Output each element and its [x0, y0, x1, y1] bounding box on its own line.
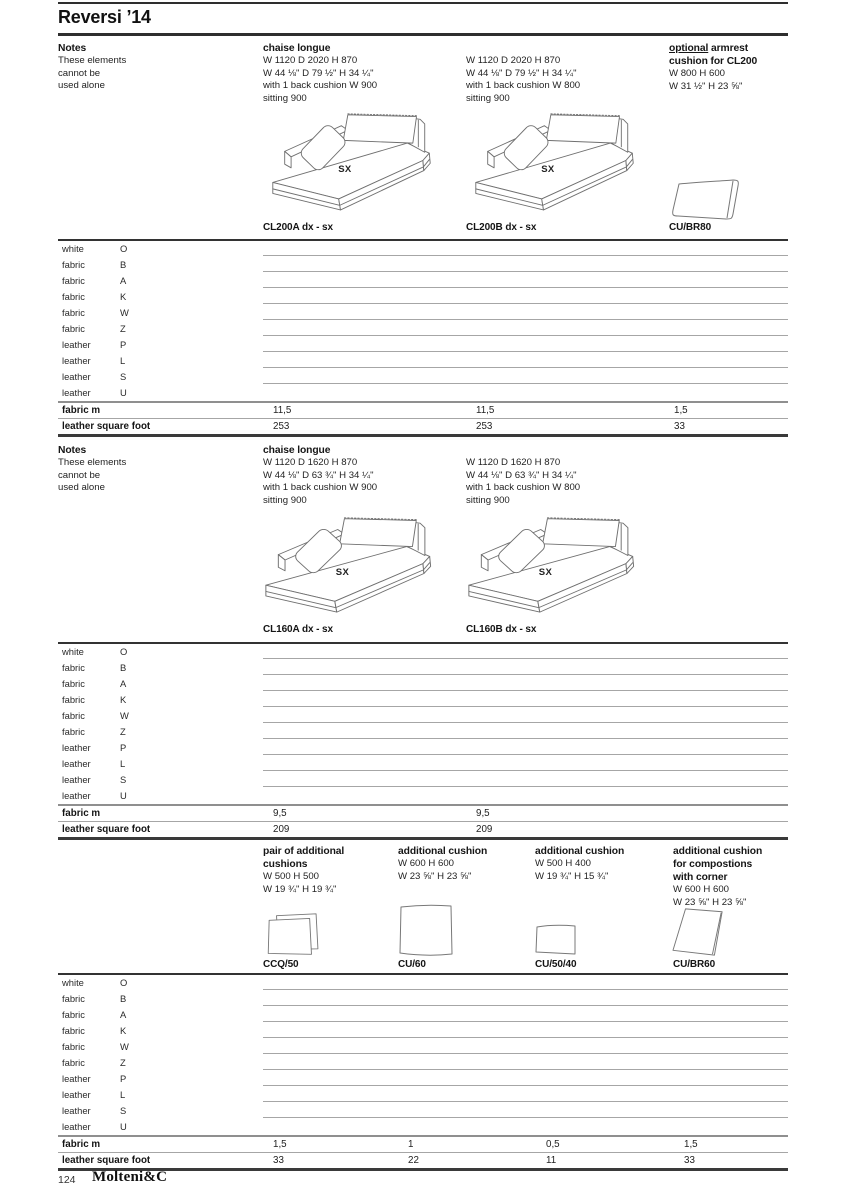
cushion-drawing	[533, 921, 579, 957]
finish-table-section-1	[58, 239, 788, 437]
product-spec: sitting 900	[263, 92, 307, 104]
row-label: leather square foot	[62, 1155, 151, 1166]
notes-title: Notes	[58, 445, 87, 456]
product-header-cu60	[398, 845, 548, 883]
finish-row	[58, 724, 788, 740]
finish-letter: W	[120, 1041, 129, 1052]
chaise-longue-drawing-cl200a	[263, 112, 451, 220]
finish-row	[58, 369, 788, 385]
product-title	[466, 444, 616, 457]
product-title: chaise longue	[263, 445, 331, 456]
finish-letter: K	[120, 1025, 127, 1036]
fabric-m-row	[58, 806, 788, 821]
material-label: fabric	[62, 259, 85, 270]
material-label: leather	[62, 1121, 91, 1132]
row-label: fabric m	[62, 1139, 101, 1150]
price-line	[263, 383, 788, 384]
finish-row	[58, 321, 788, 337]
finish-row	[58, 385, 788, 401]
page-number: 124	[58, 1174, 76, 1186]
finish-letter: K	[120, 694, 127, 705]
product-header-cl200a	[263, 42, 413, 105]
product-code: CCQ/50	[263, 959, 299, 970]
finish-letter: A	[120, 275, 127, 286]
row-label: fabric m	[62, 808, 101, 819]
price-line	[263, 1069, 788, 1070]
finish-letter: B	[120, 662, 127, 673]
material-label: white	[62, 977, 84, 988]
leather-sqft-value: 11	[546, 1155, 557, 1166]
price-line	[263, 722, 788, 723]
price-line	[263, 1117, 788, 1118]
product-title: for compostions	[673, 859, 753, 870]
material-label: fabric	[62, 291, 85, 302]
leather-sqft-value: 33	[273, 1155, 284, 1166]
price-line	[263, 335, 788, 336]
finish-row	[58, 305, 788, 321]
sx-label: SX	[538, 566, 553, 578]
material-label: fabric	[62, 1041, 85, 1052]
product-spec: sitting 900	[466, 494, 510, 506]
product-spec: sitting 900	[263, 494, 307, 506]
finish-row	[58, 1039, 788, 1055]
finish-row	[58, 756, 788, 772]
product-spec: with 1 back cushion W 800	[466, 80, 581, 92]
product-code: CU/BR80	[669, 222, 712, 233]
product-spec: W 19 ¾" H 15 ¾"	[535, 870, 609, 882]
finish-letter: U	[120, 1121, 127, 1132]
finish-letter: L	[120, 758, 126, 769]
price-line	[263, 1021, 788, 1022]
price-line	[263, 738, 788, 739]
finish-table-section-2	[58, 642, 788, 840]
notes-line: used alone	[58, 482, 105, 494]
product-spec: W 600 H 600	[398, 858, 454, 869]
finish-letter: A	[120, 678, 127, 689]
finish-letter: A	[120, 1009, 127, 1020]
leather-sqft-value: 253	[273, 421, 290, 432]
product-header-cl160b	[466, 444, 616, 507]
material-label: fabric	[62, 726, 85, 737]
finish-rows	[58, 644, 788, 804]
price-line	[263, 706, 788, 707]
product-spec: W 31 ½" H 23 ⅝"	[669, 80, 743, 92]
material-label: fabric	[62, 1009, 85, 1020]
material-label: fabric	[62, 694, 85, 705]
leather-sqft-value: 33	[674, 421, 685, 432]
price-line	[263, 754, 788, 755]
cushion-drawing-cu5040	[533, 921, 579, 957]
page-title: Reversi ’14	[58, 7, 151, 27]
finish-letter: K	[120, 291, 127, 302]
table-bottom-rule	[58, 1168, 788, 1171]
finish-letter: S	[120, 371, 127, 382]
finish-letter: B	[120, 259, 127, 270]
fabric-m-value: 9,5	[476, 808, 490, 819]
product-spec: W 44 ⅛" D 79 ½" H 34 ¼"	[466, 67, 577, 79]
product-code: CU/BR60	[673, 959, 716, 970]
notes-block	[58, 444, 208, 495]
finish-rows	[58, 241, 788, 401]
finish-letter: U	[120, 387, 127, 398]
material-label: leather	[62, 1105, 91, 1116]
finish-row	[58, 1007, 788, 1023]
product-spec: W 500 H 400	[535, 858, 591, 869]
finish-letter: U	[120, 790, 127, 801]
leather-sqft-value: 33	[684, 1155, 695, 1166]
top-rule	[58, 2, 788, 4]
fabric-m-value: 0,5	[546, 1139, 560, 1150]
product-spec: W 44 ⅛" D 63 ¾" H 34 ¼"	[263, 469, 374, 481]
finish-letter: B	[120, 993, 127, 1004]
product-spec: W 23 ⅝" H 23 ⅝"	[673, 896, 747, 908]
chaise-drawing	[466, 112, 654, 220]
material-label: fabric	[62, 1025, 85, 1036]
row-label: leather square foot	[62, 421, 151, 432]
material-label: leather	[62, 355, 91, 366]
material-label: leather	[62, 339, 91, 350]
material-label: fabric	[62, 993, 85, 1004]
material-label: white	[62, 646, 84, 657]
finish-rows	[58, 975, 788, 1135]
material-label: fabric	[62, 275, 85, 286]
cushion-drawing	[669, 178, 745, 222]
sx-label: SX	[338, 163, 352, 175]
product-spec: with 1 back cushion W 900	[263, 482, 378, 494]
finish-letter: W	[120, 307, 129, 318]
material-label: fabric	[62, 662, 85, 673]
finish-row	[58, 740, 788, 756]
notes-line: used alone	[58, 80, 105, 92]
table-bottom-rule	[58, 434, 788, 437]
chaise-longue-drawing-cl160b	[466, 516, 648, 622]
product-spec: W 19 ¾" H 19 ¾"	[263, 883, 337, 895]
finish-row	[58, 1119, 788, 1135]
finish-row	[58, 257, 788, 273]
product-title: additional cushion	[398, 846, 488, 857]
material-label: leather	[62, 774, 91, 785]
price-line	[263, 1101, 788, 1102]
fabric-m-value: 11,5	[273, 405, 292, 416]
finish-row	[58, 1087, 788, 1103]
chaise-longue-drawing-cl200b	[466, 112, 654, 220]
price-line	[263, 658, 788, 659]
sx-label: SX	[335, 566, 350, 578]
product-code: CL200A dx - sx	[263, 222, 333, 233]
material-label: fabric	[62, 307, 85, 318]
cushion-drawing-cubr60	[671, 906, 727, 958]
notes-line: cannot be	[58, 469, 101, 481]
price-line	[263, 319, 788, 320]
price-line	[263, 674, 788, 675]
material-label: leather	[62, 1089, 91, 1100]
finish-row	[58, 676, 788, 692]
fabric-m-value: 11,5	[476, 405, 495, 416]
fabric-m-value: 1,5	[684, 1139, 698, 1150]
price-line	[263, 786, 788, 787]
finish-row	[58, 241, 788, 257]
finish-letter: P	[120, 742, 127, 753]
notes-title: Notes	[58, 43, 87, 54]
chaise-drawing	[263, 516, 445, 622]
product-title: cushion for CL200	[669, 56, 758, 67]
chaise-drawing	[466, 516, 648, 622]
cushion-drawing	[671, 906, 727, 958]
fabric-m-value: 1,5	[273, 1139, 287, 1150]
finish-letter: L	[120, 1089, 126, 1100]
row-label: leather square foot	[62, 824, 151, 835]
row-label: fabric m	[62, 405, 101, 416]
fabric-m-value: 1	[408, 1139, 414, 1150]
material-label: fabric	[62, 710, 85, 721]
underlined-word: optional	[669, 43, 709, 54]
finish-letter: P	[120, 339, 127, 350]
product-title: with corner	[673, 872, 728, 883]
finish-letter: P	[120, 1073, 127, 1084]
notes-line: cannot be	[58, 67, 101, 79]
finish-row	[58, 991, 788, 1007]
sx-label: SX	[541, 163, 555, 175]
material-label: leather	[62, 387, 91, 398]
product-code: CL160B dx - sx	[466, 624, 537, 635]
finish-row	[58, 1055, 788, 1071]
product-code: CU/50/40	[535, 959, 577, 970]
finish-letter: O	[120, 646, 128, 657]
product-spec: with 1 back cushion W 900	[263, 80, 378, 92]
cushion-drawing-cu60	[396, 902, 456, 958]
notes-line: These elements	[58, 55, 127, 66]
product-code: CU/60	[398, 959, 426, 970]
notes-line: These elements	[58, 457, 127, 468]
material-label: white	[62, 243, 84, 254]
finish-letter: Z	[120, 726, 126, 737]
title-rest: armrest	[708, 43, 749, 54]
product-spec: sitting 900	[466, 92, 510, 104]
finish-row	[58, 708, 788, 724]
product-spec: W 1120 D 1620 H 870	[466, 457, 561, 468]
finish-letter: W	[120, 710, 129, 721]
material-label: fabric	[62, 323, 85, 334]
product-spec: W 800 H 600	[669, 68, 725, 79]
finish-letter: Z	[120, 323, 126, 334]
leather-sqft-row	[58, 1153, 788, 1168]
price-line	[263, 303, 788, 304]
finish-letter: S	[120, 1105, 127, 1116]
product-code: CL200B dx - sx	[466, 222, 537, 233]
cushion-drawing	[263, 912, 325, 958]
product-spec: with 1 back cushion W 800	[466, 482, 581, 494]
material-label: leather	[62, 1073, 91, 1084]
price-line	[263, 271, 788, 272]
material-label: leather	[62, 371, 91, 382]
price-line	[263, 770, 788, 771]
price-line	[263, 255, 788, 256]
chaise-drawing	[263, 112, 451, 220]
price-line	[263, 367, 788, 368]
product-header-cl200b	[466, 42, 616, 105]
leather-sqft-value: 253	[476, 421, 493, 432]
table-bottom-rule	[58, 837, 788, 840]
finish-table-section-3	[58, 973, 788, 1171]
price-line	[263, 1085, 788, 1086]
material-label: leather	[62, 790, 91, 801]
price-line	[263, 351, 788, 352]
product-title: chaise longue	[263, 43, 331, 54]
chaise-longue-drawing-cl160a	[263, 516, 445, 622]
finish-row	[58, 337, 788, 353]
armrest-cushion-drawing-cubr80	[669, 178, 745, 222]
leather-sqft-row	[58, 419, 788, 434]
finish-row	[58, 692, 788, 708]
product-spec: W 44 ⅛" D 79 ½" H 34 ¼"	[263, 67, 374, 79]
product-spec: W 500 H 500	[263, 871, 319, 882]
product-header-cubr60	[673, 845, 823, 909]
product-spec: W 23 ⅝" H 23 ⅝"	[398, 870, 472, 882]
fabric-m-value: 9,5	[273, 808, 287, 819]
finish-row	[58, 289, 788, 305]
product-spec: W 44 ⅛" D 63 ¾" H 34 ¼"	[466, 469, 577, 481]
finish-row	[58, 788, 788, 804]
product-spec: W 1120 D 2020 H 870	[466, 55, 561, 66]
finish-row	[58, 1103, 788, 1119]
finish-letter: L	[120, 355, 126, 366]
title-rule	[58, 33, 788, 36]
product-header-cl160a	[263, 444, 413, 507]
leather-sqft-value: 209	[476, 824, 493, 835]
finish-row	[58, 273, 788, 289]
product-header-ccq50	[263, 845, 413, 896]
product-title: additional cushion	[535, 846, 625, 857]
price-line	[263, 1037, 788, 1038]
fabric-m-row	[58, 1137, 788, 1152]
leather-sqft-row	[58, 822, 788, 837]
product-spec: W 600 H 600	[673, 884, 729, 895]
finish-letter: O	[120, 243, 128, 254]
finish-row	[58, 644, 788, 660]
leather-sqft-value: 22	[408, 1155, 419, 1166]
finish-row	[58, 353, 788, 369]
fabric-m-value: 1,5	[674, 405, 688, 416]
product-title: pair of additional	[263, 846, 345, 857]
material-label: leather	[62, 742, 91, 753]
finish-row	[58, 1023, 788, 1039]
finish-letter: S	[120, 774, 127, 785]
price-line	[263, 690, 788, 691]
product-spec: W 1120 D 2020 H 870	[263, 55, 358, 66]
product-title: additional cushion	[673, 846, 763, 857]
price-line	[263, 989, 788, 990]
product-title: cushions	[263, 859, 308, 870]
material-label: leather	[62, 758, 91, 769]
leather-sqft-value: 209	[273, 824, 290, 835]
product-header-cubr80	[669, 42, 819, 93]
cushion-pair-drawing-ccq50	[263, 912, 325, 958]
cushion-drawing	[396, 902, 456, 958]
product-code: CL160A dx - sx	[263, 624, 333, 635]
finish-row	[58, 660, 788, 676]
finish-row	[58, 975, 788, 991]
finish-letter: Z	[120, 1057, 126, 1068]
finish-row	[58, 772, 788, 788]
material-label: fabric	[62, 678, 85, 689]
finish-row	[58, 1071, 788, 1087]
brand-logo: Molteni&C	[92, 1169, 168, 1185]
product-header-cu5040	[535, 845, 685, 883]
finish-letter: O	[120, 977, 128, 988]
product-title	[669, 42, 819, 55]
fabric-m-row	[58, 403, 788, 418]
price-line	[263, 1005, 788, 1006]
product-title	[466, 42, 616, 55]
product-spec: W 1120 D 1620 H 870	[263, 457, 358, 468]
price-line	[263, 1053, 788, 1054]
material-label: fabric	[62, 1057, 85, 1068]
notes-block	[58, 42, 208, 93]
price-line	[263, 287, 788, 288]
